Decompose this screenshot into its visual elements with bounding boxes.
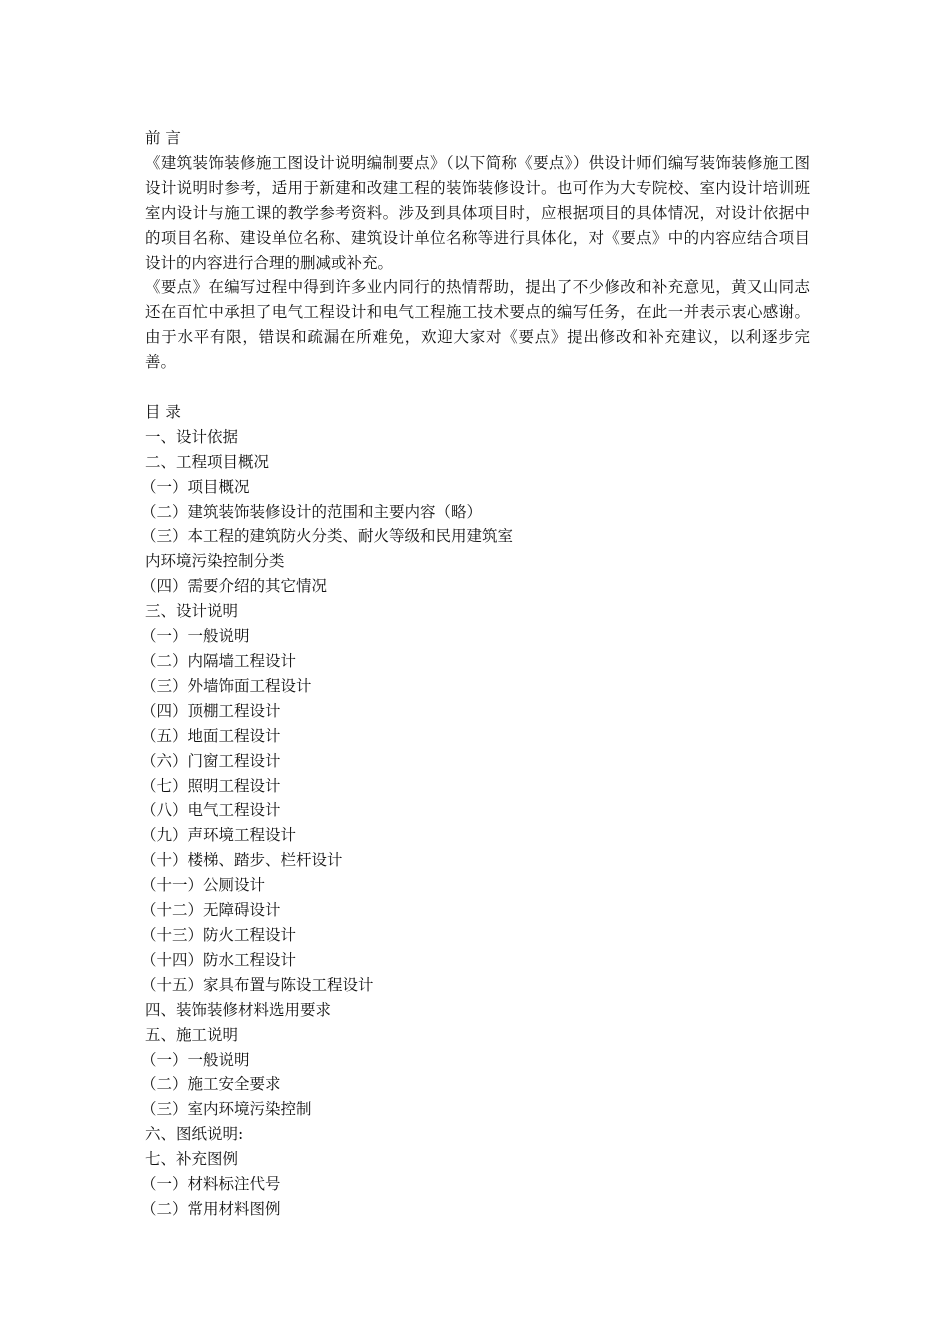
toc-item: （三）室内环境污染控制	[141, 1100, 312, 1119]
toc-item: （四）顶棚工程设计	[141, 701, 281, 720]
toc-item: （十五）家具布置与陈设工程设计	[141, 975, 374, 994]
toc-item: （十三）防火工程设计	[141, 925, 297, 944]
toc-item: （一）一般说明	[141, 1050, 250, 1069]
section-spacer	[145, 375, 810, 400]
preface-paragraph-1: 《建筑装饰装修施工图设计说明编制要点》（以下简称《要点》）供设计师们编写装饰装修施工图设计说明时参考，适用于新建和改建工程的装饰装修设计。也可作为大专院校、室内设计培训班室内设计与施工课的教学参考资料。涉及到具体项目时，应根据项目的具体情况，对设计依据中的项目名称、建设单位名称、建筑设计单位名称等进行具体化，对《要点》中的内容应结合项目设计的内容进行合理的删减或补充。	[145, 153, 810, 272]
toc-item: 七、补充图例	[145, 1150, 239, 1169]
toc-item: （四）需要介绍的其它情况	[141, 577, 328, 596]
toc-item: （二）内隔墙工程设计	[141, 652, 297, 671]
toc-item: 五、施工说明	[145, 1025, 239, 1044]
document-page	[141, 126, 810, 1222]
toc-item: 三、设计说明	[145, 602, 239, 621]
toc-item: （二）常用材料图例	[141, 1199, 281, 1218]
toc-heading: 目 录	[145, 402, 181, 421]
toc-item: （十四）防水工程设计	[141, 950, 297, 969]
toc-item: （十）楼梯、踏步、栏杆设计	[141, 851, 343, 870]
toc-item: （一）材料标注代号	[141, 1175, 281, 1194]
preface-paragraph-2: 《要点》在编写过程中得到许多业内同行的热情帮助，提出了不少修改和补充意见，黄又山同志还在百忙中承担了电气工程设计和电气工程施工技术要点的编写任务，在此一并表示衷心感谢。由于水平有限，错误和疏漏在所难免，欢迎大家对《要点》提出修改和补充建议，以利逐步完善。	[145, 278, 810, 372]
toc-item: 四、装饰装修材料选用要求	[145, 1000, 332, 1019]
toc-item: （七）照明工程设计	[141, 776, 281, 795]
toc-item: （十一）公厕设计	[141, 876, 266, 895]
toc-item: （九）声环境工程设计	[141, 826, 297, 845]
toc-item: （一）一般说明	[141, 627, 250, 646]
toc-item: 六、图纸说明:	[145, 1125, 244, 1144]
toc-item: （二）建筑装饰装修设计的范围和主要内容（略）	[141, 502, 483, 521]
toc-item: （二）施工安全要求	[141, 1075, 281, 1094]
preface-heading: 前 言	[145, 129, 181, 147]
toc-item: （一）项目概况	[141, 477, 250, 496]
toc-item: （三）外墙饰面工程设计	[141, 676, 312, 695]
toc-item: （三）本工程的建筑防火分类、耐火等级和民用建筑室	[141, 527, 514, 546]
toc-item: 内环境污染控制分类	[145, 552, 285, 571]
toc-item: （六）门窗工程设计	[141, 751, 281, 770]
toc-item: 一、设计依据	[145, 427, 239, 446]
toc-item: （八）电气工程设计	[141, 801, 281, 820]
toc-item: 二、工程项目概况	[145, 452, 270, 471]
table-of-contents	[141, 425, 810, 1222]
toc-item: （十二）无障碍设计	[141, 901, 281, 920]
toc-item: （五）地面工程设计	[141, 726, 281, 745]
